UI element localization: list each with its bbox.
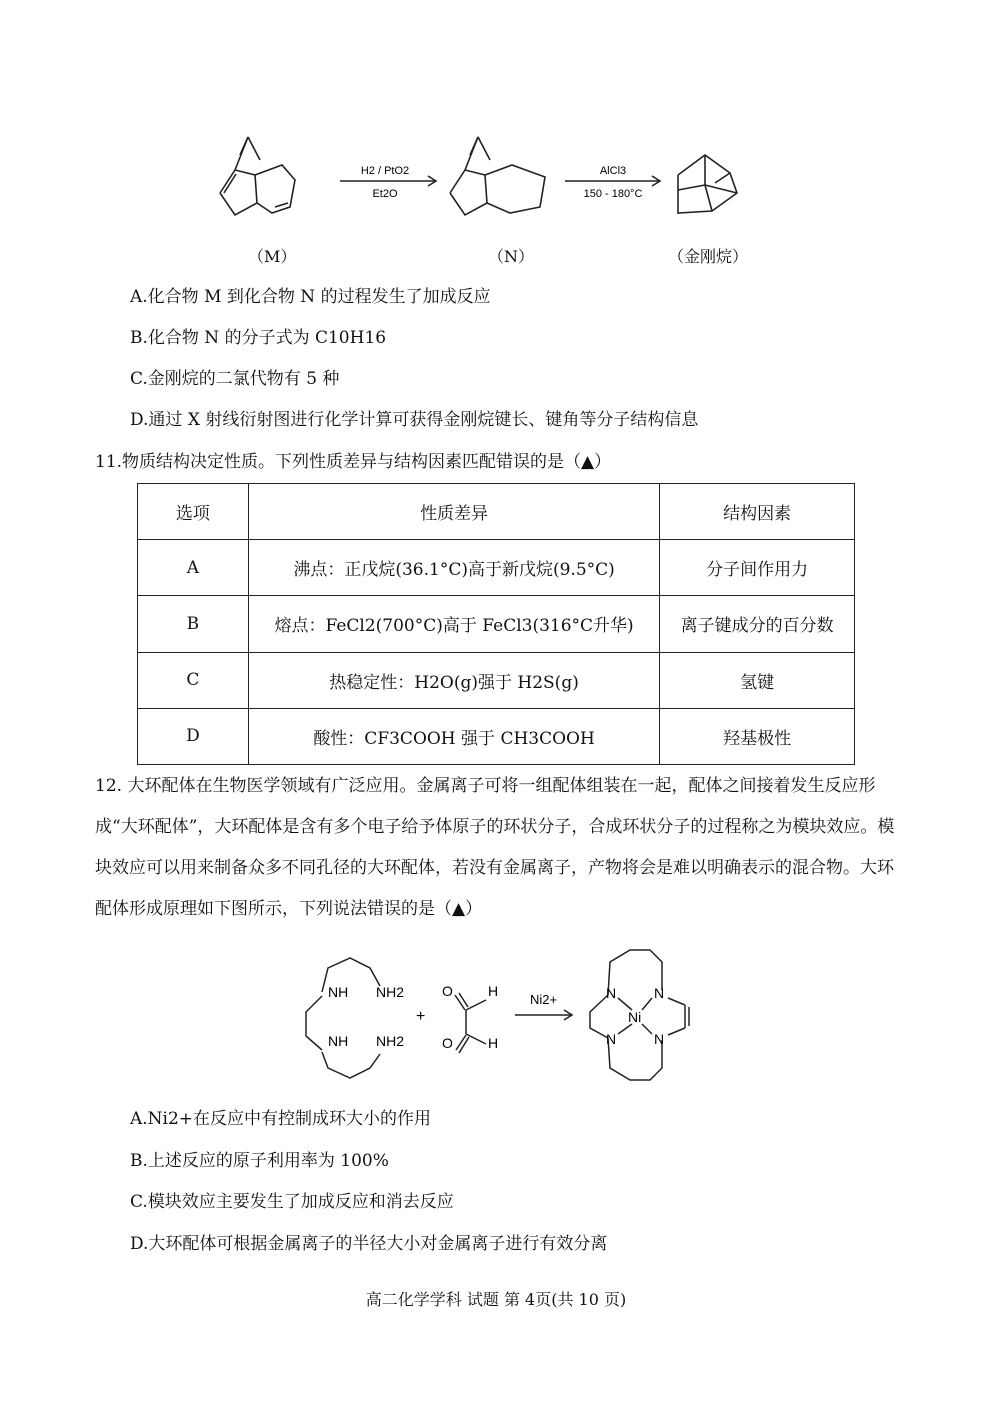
q11-table bbox=[137, 483, 855, 765]
table-cell: B bbox=[138, 596, 249, 652]
nh2-top: NH2 bbox=[376, 984, 405, 1000]
ni-center: Ni bbox=[628, 1009, 642, 1025]
nh-top: NH bbox=[328, 984, 349, 1000]
h-top: H bbox=[488, 983, 499, 999]
n-bottom-right: N bbox=[654, 1031, 665, 1047]
q12-option-b: B.上述反应的原子利用率为 100% bbox=[130, 1151, 389, 1171]
label-adamantane: （金刚烷） bbox=[668, 247, 749, 266]
label-m: （M） bbox=[248, 247, 297, 266]
molecule-n bbox=[450, 137, 545, 215]
table-cell: 分子间作用力 bbox=[660, 540, 855, 596]
table-cell: A bbox=[138, 540, 249, 596]
q11-stem: 11.物质结构决定性质。下列性质差异与结构因素匹配错误的是（▲） bbox=[95, 452, 612, 472]
q10-option-c: C.金刚烷的二氯代物有 5 种 bbox=[130, 369, 340, 389]
n-top-right: N bbox=[654, 985, 665, 1001]
table-row bbox=[138, 652, 855, 708]
table-cell: 熔点：FeCl2(700°C)高于 FeCl3(316°C升华) bbox=[248, 596, 659, 652]
n-top-left: N bbox=[606, 985, 617, 1001]
step1-reagent: H2 / PtO2 bbox=[360, 165, 410, 177]
h-bottom: H bbox=[488, 1035, 499, 1051]
table-cell: C bbox=[138, 652, 249, 708]
table-header-row bbox=[138, 484, 855, 540]
table-cell: D bbox=[138, 708, 249, 764]
step2-reagent: AlCl3 bbox=[599, 165, 627, 177]
n-bottom-left: N bbox=[606, 1031, 617, 1047]
header-factor: 结构因素 bbox=[660, 484, 855, 540]
q10-option-b: B.化合物 N 的分子式为 C10H16 bbox=[130, 328, 387, 348]
table-row bbox=[138, 708, 855, 764]
plus-sign: + bbox=[416, 1008, 426, 1025]
o-top: O bbox=[442, 983, 453, 999]
table-cell: 酸性：CF3COOH 强于 CH3COOH bbox=[248, 708, 659, 764]
q12-stem: 12. 大环配体在生物医学领域有广泛应用。金属离子可将一组配体组装在一起，配体之间接着发生反应形成“大环配体”，大环配体是含有多个电子给予体原子的环状分子，合成环状分子的过程称之为模块效应。模块效应可以用来制备众多不同孔径的大环配体，若没有金属离子，产物将会是难以明确表示的混合物。大环配体形成原理如下图所示，下列说法错误的是（▲） bbox=[95, 776, 895, 919]
table-cell: 热稳定性：H2O(g)强于 H2S(g) bbox=[248, 652, 659, 708]
macrocycle-scheme bbox=[290, 940, 710, 1090]
q12-option-d: D.大环配体可根据金属离子的半径大小对金属离子进行有效分离 bbox=[130, 1234, 608, 1254]
nh2-bottom: NH2 bbox=[376, 1033, 405, 1049]
nh-bottom: NH bbox=[328, 1033, 349, 1049]
step1-solvent: Et2O bbox=[372, 188, 398, 200]
table-cell: 氢键 bbox=[660, 652, 855, 708]
table-cell: 离子键成分的百分数 bbox=[660, 596, 855, 652]
adamantane-structure bbox=[678, 155, 737, 213]
o-bottom: O bbox=[442, 1035, 453, 1051]
adamantane-synthesis-scheme bbox=[200, 125, 760, 235]
table-row bbox=[138, 596, 855, 652]
q10-option-a: A.化合物 M 到化合物 N 的过程发生了加成反应 bbox=[130, 287, 491, 307]
table-cell: 沸点：正戊烷(36.1°C)高于新戊烷(9.5°C) bbox=[248, 540, 659, 596]
molecule-m bbox=[220, 137, 295, 215]
header-option: 选项 bbox=[138, 484, 249, 540]
q12-option-c: C.模块效应主要发生了加成反应和消去反应 bbox=[130, 1192, 454, 1212]
label-n: （N） bbox=[488, 247, 535, 266]
page-footer: 高二化学学科 试题 第 4页(共 10 页) bbox=[365, 1290, 627, 1309]
table-row bbox=[138, 540, 855, 596]
table-cell: 羟基极性 bbox=[660, 708, 855, 764]
ni-catalyst: Ni2+ bbox=[530, 992, 558, 1007]
step2-condition: 150 - 180°C bbox=[583, 188, 643, 200]
q10-option-d: D.通过 X 射线衍射图进行化学计算可获得金刚烷键长、键角等分子结构信息 bbox=[130, 410, 699, 430]
q12-option-a: A.Ni2+在反应中有控制成环大小的作用 bbox=[130, 1109, 432, 1129]
header-property: 性质差异 bbox=[248, 484, 659, 540]
